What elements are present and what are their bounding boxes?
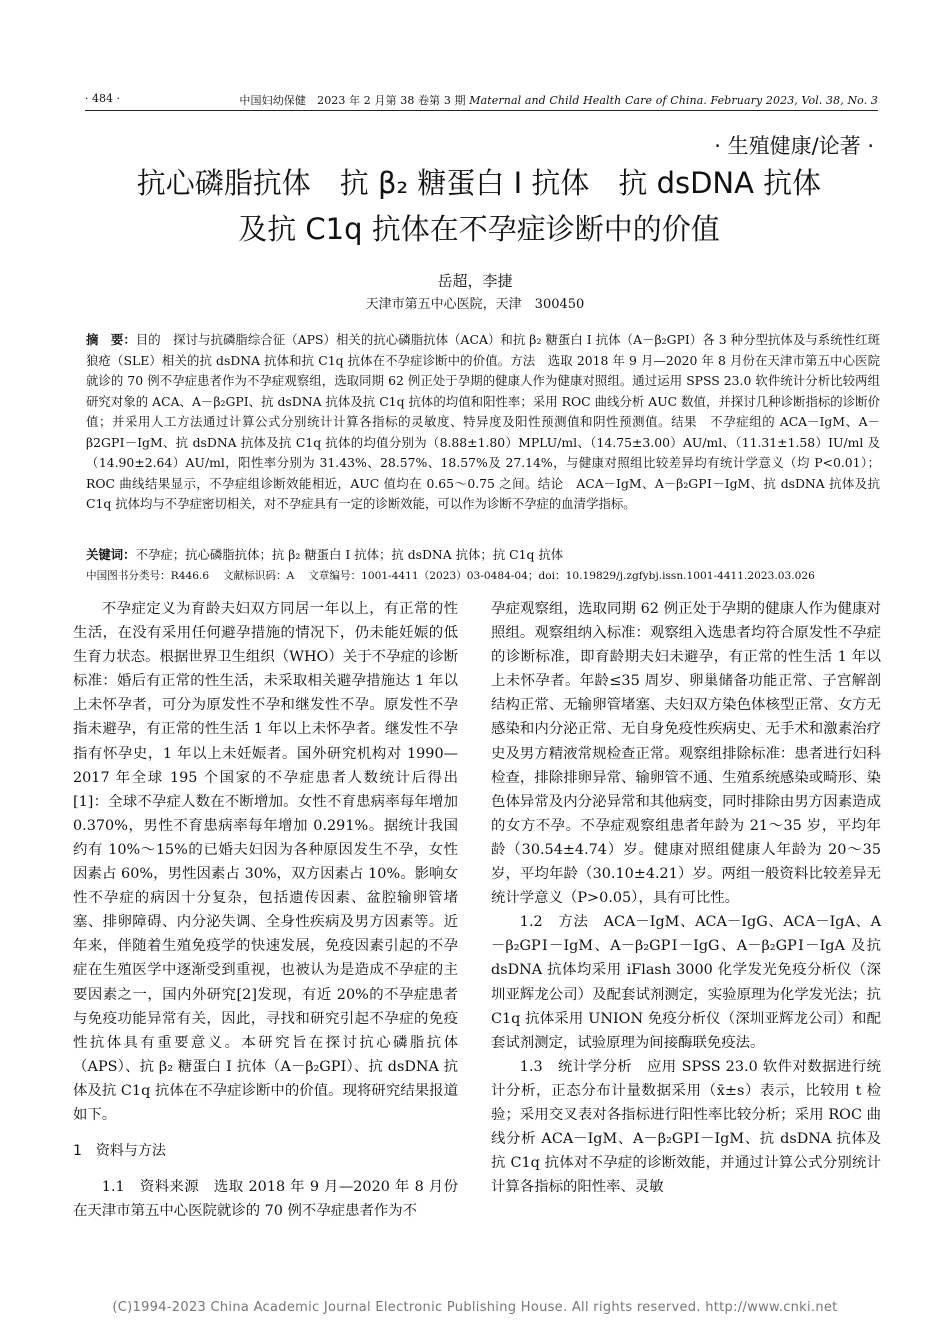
section-1-1-continued: 孕症观察组，选取同期 62 例正处于孕期的健康人作为健康对照组。观察组纳入标准：观察组入选患者均符合原发性不孕症的诊断标准，即育龄期夫妇未避孕，有正常的性生活 1 年以上未怀孕者。年龄≤35 周岁、卵巢储备功能正常、子宫解剖结构正常、无输卵管堵塞、夫妇双方染色体核型正常、女方无感染和内分泌正常、无自身免疫性疾病史、无手术和激素治疗史及男方精液常规检查正常。观察组排除标准：患者进行妇科检查，排除排卵异常、输卵管不通、生殖系统感染或畸形、染色体异常及内分泌异常和其他病变，同时排除由男方因素造成的女方不孕。不孕症观察组患者年龄为 21～35 岁，平均年龄（30.54±4.74）岁。健康对照组健康人年龄为 20～35 岁，平均年龄（30.10±4.21）岁。两组一般资料比较差异无统计学意义（P>0.05），具有可比性。 — [491, 601, 881, 907]
page-number: · 484 · — [85, 92, 120, 105]
keywords-text: 不孕症；抗心磷脂抗体；抗 β₂ 糖蛋白 Ⅰ 抗体；抗 dsDNA 抗体；抗 C1q 抗体 — [135, 547, 564, 562]
header-rule — [85, 110, 878, 111]
section-1-3: 1.3 统计学分析 应用 SPSS 23.0 软件对数据进行统计分析，正态分布计量数据采用（x̄±s）表示，比较用 t 检验；采用交叉表对各指标进行阳性率比较分析；采用 ROC 曲线分析 ACA－IgM、A－β₂GPⅠ－IgM、抗 dsDNA 抗体及抗 C1q 抗体对不孕症的诊断效能，并通过计算公式分别统计计算各指标的阳性率、灵敏 — [491, 1058, 881, 1196]
abstract — [86, 330, 880, 515]
authors: 岳超，李捷 — [437, 272, 513, 290]
section-label: · 生殖健康/论著 · — [714, 134, 874, 158]
keywords-label: 关键词： — [86, 547, 136, 562]
title-line-2: 及抗 C1q 抗体在不孕症诊断中的价值 — [238, 212, 720, 246]
classification-line: 中国图书分类号：R446.6 文献标识码：A 文章编号：1001-4411（2023）03-0484-04；doi：10.19829/j.zgfybj.issn.1001-4411.2023.03.026 — [86, 570, 815, 582]
keywords — [86, 545, 880, 563]
journal-cn: 中国妇幼保健 2023 年 2 月第 38 卷第 3 期 — [239, 94, 466, 107]
intro-paragraph: 不孕症定义为育龄夫妇双方同居一年以上，有正常的性生活，在没有采用任何避孕措施的情况下，仍未能妊娠的低生育力状态。根据世界卫生组织（WHO）关于不孕症的诊断标准：婚后有正常的性生活，未采取相关避孕措施达 1 年以上未怀孕者，可分为原发性不孕和继发性不孕。原发性不孕指未避孕，有正常的性生活 1 年以上未怀孕者。继发性不孕指有怀孕史，1 年以上未妊娠者。国外研究机构对 1990—2017 年全球 195 个国家的不孕症患者人数统计后得出[1]：全球不孕症人数在不断增加。女性不育患病率每年增加 0.370%，男性不育患病率每年增加 0.291%。据统计我国约有 10%～15%的已婚夫妇因为各种原因发生不孕，女性因素占 60%，男性因素占 30%，双方因素占 10%。影响女性不孕症的病因十分复杂，包括遗传因素、盆腔输卵管堵塞、排卵障碍、内分泌失调、全身性疾病及男方因素等。近年来，伴随着生殖免疫学的快速发展，免疫因素引起的不孕症在生殖医学中逐渐受到重视，也被认为是造成不孕症的主要因素之一，国内外研究[2]发现，有近 20%的不孕症患者与免疫功能异常有关，因此，寻找和研究引起不孕症的免疫性抗体具有重要意义。本研究旨在探讨抗心磷脂抗体（APS）、抗 β₂ 糖蛋白 Ⅰ 抗体（A－β₂GPⅠ）、抗 dsDNA 抗体及抗 C1q 抗体在不孕症诊断中的价值。现将研究结果报道如下。 — [73, 601, 458, 1123]
copyright-footer: (C)1994-2023 China Academic Journal Electronic Publishing House. All rights reserved. http://www.cnki.net — [112, 1300, 838, 1315]
article-title — [80, 160, 878, 252]
running-header — [239, 92, 878, 108]
abstract-text: 目的 探讨与抗磷脂综合征（APS）相关的抗心磷脂抗体（ACA）和抗 β₂ 糖蛋白 Ⅰ 抗体（A－β₂GPⅠ）各 3 种分型抗体及与系统性红斑狼疮（SLE）相关的抗 dsDNA 抗体和抗 C1q 抗体在不孕症诊断中的价值。方法 选取 2018 年 9 月—2020 年 8 月份在天津市第五中心医院就诊的 70 例不孕症患者作为不孕症观察组，选取同期 62 例正处于孕期的健康人作为健康对照组。通过运用 SPSS 23.0 软件统计分析比较两组研究对象的 ACA、A－β₂GPⅠ、抗 dsDNA 抗体及抗 C1q 抗体的均值和阳性率；采用 ROC 曲线分析 AUC 数值，并探讨几种诊断指标的诊断价值；并采用人工方法通过计算公式分别统计计算各指标的灵敏度、特异度及阳性预测值和阴性预测值。结果 不孕症组的 ACA－IgM、A－β2GPⅠ－IgM、抗 dsDNA 抗体及抗 C1q 抗体的均值分别为（8.88±1.80）MPLU/ml、（14.75±3.00）AU/ml、（11.31±1.58）IU/ml 及（14.90±2.64）AU/ml，阳性率分别为 31.43%、28.57%、18.57%及 27.14%，与健康对照组比较差异均有统计学意义（均 P<0.01）；ROC 曲线结果显示，不孕症组诊断效能相近，AUC 值均在 0.65～0.75 之间。结论 ACA－IgM、A－β₂GPⅠ－IgM、抗 dsDNA 抗体及抗 C1q 抗体均与不孕症密切相关，对不孕症具有一定的诊断效能，可以作为诊断不孕症的血清学指标。 — [86, 332, 880, 511]
heading-methods: 1 资料与方法 — [73, 1143, 166, 1160]
title-line-1: 抗心磷脂抗体 抗 β₂ 糖蛋白 Ⅰ 抗体 抗 dsDNA 抗体 — [136, 166, 822, 200]
abstract-label: 摘 要： — [86, 332, 136, 347]
section-1-2: 1.2 方法 ACA－IgM、ACA－IgG、ACA－IgA、A－β₂GPⅠ－IgM、A－β₂GPⅠ－IgG、A－β₂GPⅠ－IgA 及抗 dsDNA 抗体均采用 iFlash 3000 化学发光免疫分析仪（深圳亚辉龙公司）及配套试剂测定，实验原理为化学发光法；抗 C1q 抗体采用 UNION 免疫分析仪（深圳亚辉龙公司）和配套试剂测定，试验原理为间接酶联免疫法。 — [491, 914, 881, 1051]
right-column — [491, 597, 881, 1199]
journal-en: Maternal and Child Health Care of China. February 2023, Vol. 38, No. 3 — [469, 94, 878, 107]
left-column — [73, 597, 458, 1223]
section-1-1: 1.1 资料来源 选取 2018 年 9 月—2020 年 8 月份在天津市第五中心医院就诊的 70 例不孕症患者作为不 — [73, 1179, 458, 1220]
affiliation: 天津市第五中心医院，天津 300450 — [365, 297, 585, 312]
